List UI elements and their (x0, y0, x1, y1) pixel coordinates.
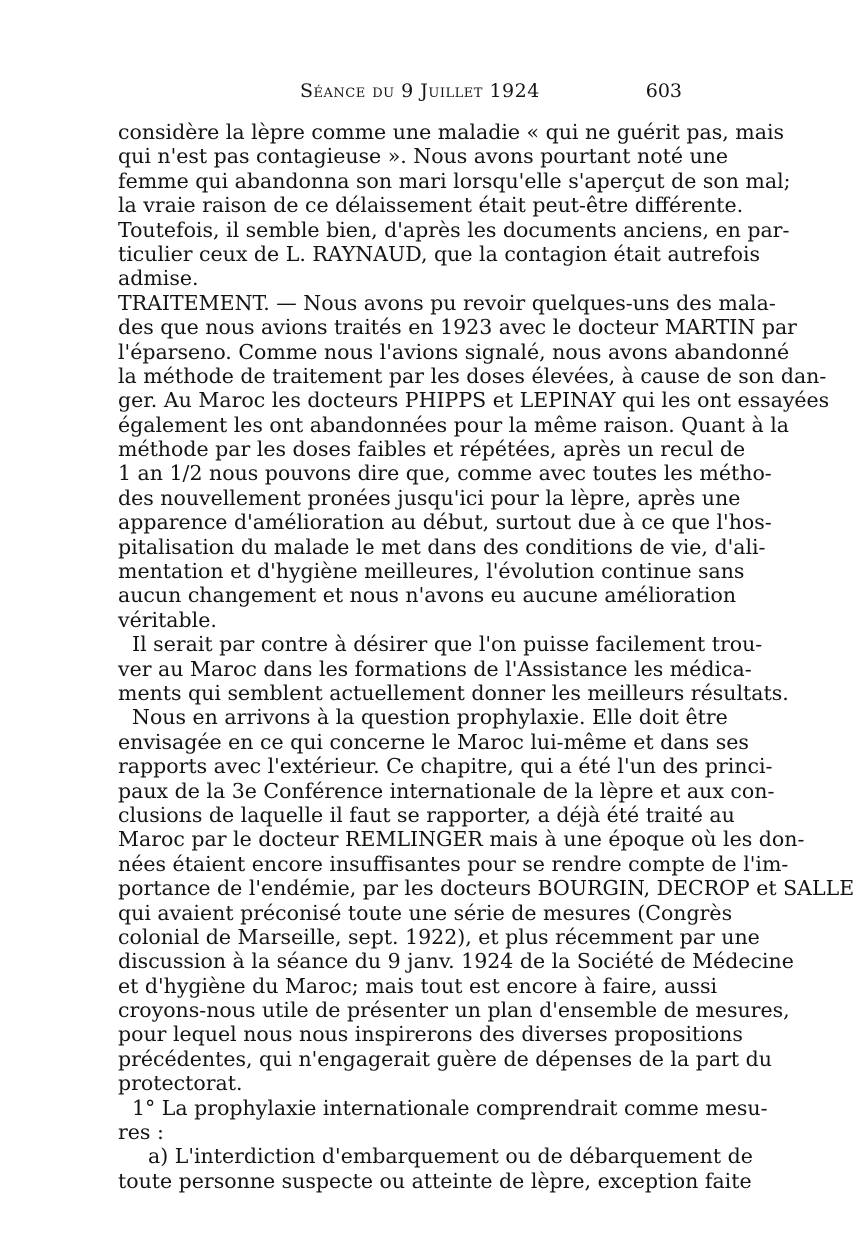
text-line: méthode par les doses faibles et répétées, après un recul de (118, 437, 746, 462)
text-line: rapports avec l'extérieur. Ce chapitre, qui a été l'un des princi- (118, 754, 773, 779)
running-header (118, 80, 684, 106)
text-line: mentation et d'hygiène meilleures, l'évolution continue sans (118, 559, 745, 584)
text-line: qui n'est pas contagieuse ». Nous avons pourtant noté une (118, 144, 729, 169)
running-title: Séance du 9 Juillet 1924 (300, 80, 540, 102)
text-line: et d'hygiène du Maroc; mais tout est encore à faire, aussi (118, 973, 718, 998)
text-line: colonial de Marseille, sept. 1922), et plus récemment par une (118, 924, 760, 949)
text-line: admise. (118, 266, 199, 291)
paragraph-start-line: Il serait par contre à désirer que l'on puisse facilement trou- (132, 632, 763, 657)
text-line: 1 an 1/2 nous pouvons dire que, comme avec toutes les métho- (118, 461, 772, 486)
text-line: portance de l'endémie, par les docteurs BOURGIN, DECROP et SALLE (118, 876, 854, 901)
text-line: protectorat. (118, 1071, 243, 1096)
text-line: ver au Maroc dans les formations de l'Assistance les médica- (118, 656, 752, 681)
section-heading-line: TRAITEMENT. — Nous avons pu revoir quelques-uns des mala- (118, 290, 776, 315)
text-line: clusions de laquelle il faut se rapporter, a déjà été traité au (118, 802, 735, 827)
text-line: également les ont abandonnées pour la même raison. Quant à la (118, 412, 789, 437)
text-line: nées étaient encore insuffisantes pour se rendre compte de l'im- (118, 851, 789, 876)
text-line: Toutefois, il semble bien, d'après les documents anciens, en par- (118, 217, 790, 242)
text-line: paux de la 3e Conférence internationale de la lèpre et aux con- (118, 778, 775, 803)
text-line: aucun changement et nous n'avons eu aucune amélioration (118, 583, 737, 608)
paragraph-start-line: Nous en arrivons à la question prophylaxie. Elle doit être (132, 705, 728, 730)
text-line: ments qui semblent actuellement donner les meilleurs résultats. (118, 680, 789, 705)
text-line: la vraie raison de ce délaissement était peut-être différente. (118, 193, 744, 218)
text-line: qui avaient préconisé toute une série de mesures (Congrès (118, 900, 733, 925)
text-line: ger. Au Maroc les docteurs PHIPPS et LEPINAY qui les ont essayées (118, 388, 830, 413)
text-line: femme qui abandonna son mari lorsqu'elle s'aperçut de son mal; (118, 168, 791, 193)
text-line: toute personne suspecte ou atteinte de lèpre, exception faite (118, 1168, 752, 1193)
text-line: considère la lèpre comme une maladie « qui ne guérit pas, mais (118, 120, 785, 144)
text-line: pitalisation du malade le met dans des conditions de vie, d'ali- (118, 534, 766, 559)
page-number: 603 (645, 80, 682, 102)
paragraph-start-line: 1° La prophylaxie internationale comprendrait comme mesu- (132, 1095, 768, 1120)
text-line: Maroc par le docteur REMLINGER mais à une époque où les don- (118, 827, 805, 852)
text-line: des que nous avions traités en 1923 avec le docteur MARTIN par (118, 315, 797, 340)
text-line: la méthode de traitement par les doses élevées, à cause de son dan- (118, 363, 827, 388)
list-item-line: a) L'interdiction d'embarquement ou de débarquement de (148, 1144, 753, 1169)
text-line: des nouvellement pronées jusqu'ici pour la lèpre, après une (118, 485, 741, 510)
text-line: précédentes, qui n'engagerait guère de dépenses de la part du (118, 1046, 772, 1071)
text-line: pour lequel nous nous inspirerons des diverses propositions (118, 1022, 743, 1047)
text-line: envisagée en ce qui concerne le Maroc lui-même et dans ses (118, 729, 749, 754)
text-line: res : (118, 1120, 164, 1145)
text-line: ticulier ceux de L. RAYNAUD, que la contagion était autrefois (118, 241, 761, 266)
text-line: véritable. (118, 607, 217, 632)
text-line: l'éparseno. Comme nous l'avions signalé, nous avons abandonné (118, 339, 790, 364)
text-line: discussion à la séance du 9 janv. 1924 de la Société de Médecine (118, 949, 794, 974)
text-line: apparence d'amélioration au début, surtout due à ce que l'hos- (118, 510, 772, 535)
text-line: croyons-nous utile de présenter un plan d'ensemble de mesures, (118, 998, 790, 1023)
body-text (118, 120, 854, 1193)
